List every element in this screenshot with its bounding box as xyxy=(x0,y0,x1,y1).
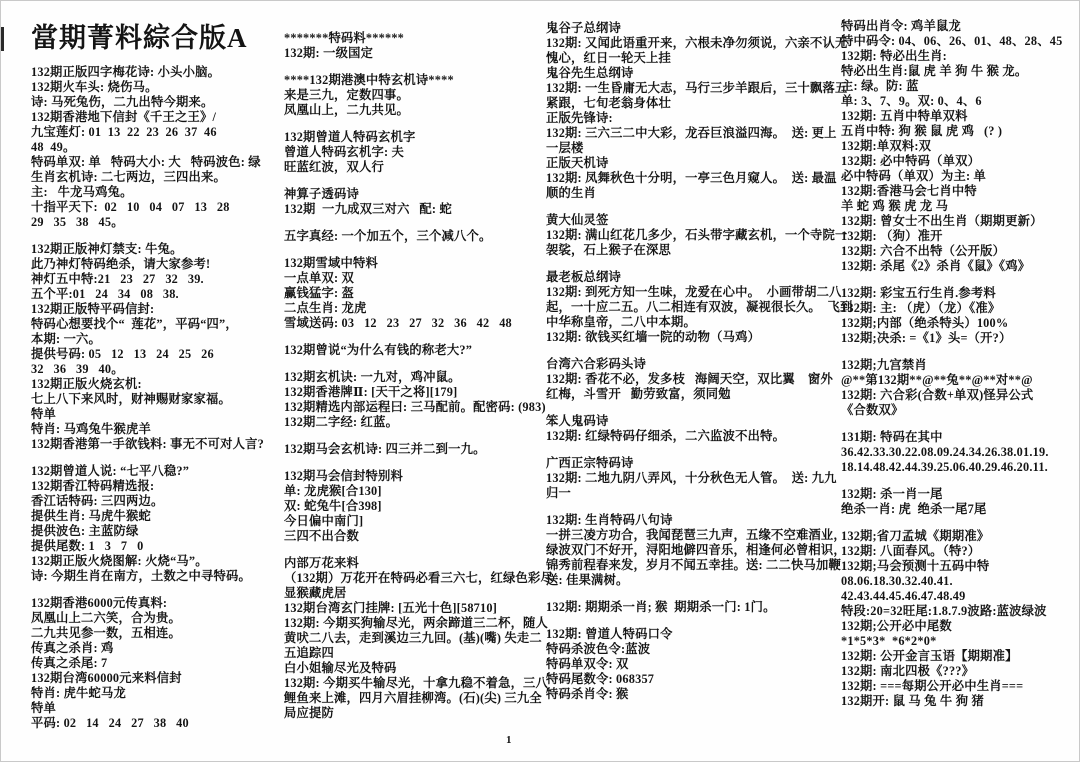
text-line: 红梅，斗雪开 勤劳致富，须同勉 xyxy=(546,387,731,401)
text-line: 一点单双: 双 xyxy=(284,271,355,285)
text-line xyxy=(31,584,271,596)
text-line: 29 35 38 45。 xyxy=(31,215,124,229)
text-line: 送: 佳果满树。 xyxy=(546,573,629,587)
text-line: 132期正版火烧玄机: xyxy=(31,377,142,391)
text-line: 132期: 六合不出特（公开版） xyxy=(841,244,1006,258)
text-line: 132期: 三六三二中大彩，龙吞巨浪溢四海。 送: 更上 xyxy=(546,126,837,140)
text-line: 神算子透码诗 xyxy=(284,187,359,201)
text-line: 特必出生肖:鼠 虎 羊 狗 牛 猴 龙。 xyxy=(841,64,1028,78)
text-line: 132期: 八面春风。（特?） xyxy=(841,544,981,558)
column-4-lines xyxy=(841,19,1076,709)
text-line: 台湾六合彩码头诗 xyxy=(546,357,646,371)
text-line: 132期: 欲钱买红墙一院的动物（马鸡） xyxy=(546,330,761,344)
text-line: 鬼谷子总纲诗 xyxy=(546,21,621,35)
text-line: 特单 xyxy=(31,701,56,715)
text-line xyxy=(841,274,1076,286)
text-line xyxy=(284,544,479,556)
text-line: 132期: 主: （虎）（龙）《准》 xyxy=(841,301,1001,315)
text-line xyxy=(284,61,479,73)
text-line: 主: 牛龙马鸡兔。 xyxy=(31,185,133,199)
text-line: 局应提防 xyxy=(284,706,334,720)
text-line: 特码单双令: 双 xyxy=(546,657,629,671)
text-line: 132期: 香花不必，发多枝 海阔天空，双比翼 窗外 xyxy=(546,372,833,386)
text-line xyxy=(546,258,836,270)
text-line: 特码杀肖令: 猴 xyxy=(546,687,629,701)
column-1 xyxy=(31,15,271,731)
text-line: 132期香港6000元传真料: xyxy=(31,596,168,610)
text-line: 132期: 特必出生肖: xyxy=(841,49,947,63)
text-line: 42.43.44.45.46.47.48.49 xyxy=(841,589,966,603)
text-line: 顺的生肖 xyxy=(546,186,596,200)
text-line: 雪域送码: 03 12 23 27 32 36 42 48 xyxy=(284,316,512,330)
text-line: 诗: 马死兔伤，二九出特今期来。 xyxy=(31,95,214,109)
text-line: 36.42.33.30.22.08.09.24.34.26.38.01.19. xyxy=(841,445,1049,459)
text-line: 特肖: 虎牛蛇马龙 xyxy=(31,686,127,700)
text-line: 132期: 彩宝五行生肖.参考料 xyxy=(841,286,996,300)
text-line xyxy=(841,517,1076,529)
text-line xyxy=(841,418,1076,430)
text-line: 132期: 到死方知一生味，龙爱在心中。 小画带胡二八 xyxy=(546,285,842,299)
text-line: 归一 xyxy=(546,486,571,500)
text-line: 132期: 生肖特码八句诗 xyxy=(546,513,673,527)
text-line: 132期正版火烧图解: 火烧“马”。 xyxy=(31,554,208,568)
column-4 xyxy=(841,19,1076,709)
text-line: 神灯五中特:21 23 27 32 39. xyxy=(31,272,204,286)
text-line: 08.06.18.30.32.40.41. xyxy=(841,574,953,588)
column-2-lines xyxy=(284,31,553,721)
text-line xyxy=(546,588,836,600)
text-line: 132期正版神灯禁支: 牛兔。 xyxy=(31,242,183,256)
text-line xyxy=(284,217,479,229)
text-line: 132期: （狗）准开 xyxy=(841,229,943,243)
text-line: 愧心，红日一轮天上挂 xyxy=(546,51,671,65)
text-line: 48 49。 xyxy=(31,140,76,154)
text-line: 132期: 必中特码（单双） xyxy=(841,154,981,168)
text-line: 中华称皇帝，二八中本期。 xyxy=(546,315,696,329)
text-line: 笨人鬼码诗 xyxy=(546,414,609,428)
text-line: 黄大仙灵签 xyxy=(546,213,609,227)
text-line: 132期台湾玄门挂牌: [五光十色][58710] xyxy=(284,601,498,615)
text-line: 来是三九，定数四事。 xyxy=(284,88,409,102)
text-line: 赢钱猛字: 盔 xyxy=(284,286,355,300)
text-line xyxy=(546,501,836,513)
text-line: @**第132期**@**兔**@**对**@ xyxy=(841,373,1033,387)
text-line: 132期:香港马会七肖中特 xyxy=(841,184,977,198)
text-line: 三四不出合数 xyxy=(284,529,359,543)
text-line: 132期: 今期买狗输尽光，两余蹄道三二杯，随人 xyxy=(284,616,549,630)
text-line: 本期: 一六。 xyxy=(31,332,102,346)
text-line: 曾道人特码玄机字: 夫 xyxy=(284,145,405,159)
text-line: 单: 3、7、9。双: 0、4、6 xyxy=(841,94,982,108)
text-line: 凤凰山上，二九共见。 xyxy=(284,103,409,117)
text-line: 单: 龙虎猴[合130] xyxy=(284,484,382,498)
text-line: 132期;公开必中尾数 xyxy=(841,619,952,633)
text-line xyxy=(284,331,479,343)
text-line: 诗: 今期生肖在南方，土数之中寻特码。 xyxy=(31,569,252,583)
text-line: 132期正版特平码信封: xyxy=(31,302,155,316)
text-line: 132期: 六合彩(合数+单双)怪异公式 xyxy=(841,388,1034,402)
text-line: 白小姐输尽光及特码 xyxy=(284,661,397,675)
text-line: 紧跟，七旬老翁身体壮 xyxy=(546,96,671,110)
text-line: 生肖玄机诗: 二七两边，三四出来。 xyxy=(31,170,227,184)
text-line: 广西正宗特码诗 xyxy=(546,456,634,470)
text-line: 132期马会信封特别料 xyxy=(284,469,404,483)
text-line: 132期正版四字梅花诗: 小头小脑。 xyxy=(31,65,221,79)
text-line: 132期曾说“为什么有钱的称老大?” xyxy=(284,343,473,357)
text-line: 132期马会玄机诗: 四三并二到一九。 xyxy=(284,442,486,456)
column-2 xyxy=(284,31,553,721)
text-line: 锦秀前程春来发，岁月不闻五幸挂。送: 二二快马加鞭 xyxy=(546,558,841,572)
text-line: 特码心想要找个“ 莲花”，平码“四”， xyxy=(31,317,238,331)
text-line: 五个平:01 24 34 08 38. xyxy=(31,287,179,301)
text-line: 32 36 39 40。 xyxy=(31,362,124,376)
text-line: 132期;内部（绝杀特头）100% xyxy=(841,316,1009,330)
text-line: 132期开: 鼠 马 兔 牛 狗 猪 xyxy=(841,694,984,708)
text-line: 旺蓝红波，双人行 xyxy=(284,160,384,174)
text-line: 132期: 杀一肖一尾 xyxy=(841,487,943,501)
text-line: 132期;马会预测十五码中特 xyxy=(841,559,990,573)
text-line: 《合数双》 xyxy=(841,403,904,417)
text-line: 必中特码（单双）为主: 单 xyxy=(841,169,987,183)
text-line: 香江话特码: 三四两边。 xyxy=(31,494,164,508)
text-line: 五字真经: 一个加五个，三个减八个。 xyxy=(284,229,492,243)
text-line: 132期雪域中特料 xyxy=(284,256,379,270)
text-line: 二九共见参一数，五相连。 xyxy=(31,626,181,640)
text-line: 特码单双: 单 特码大小: 大 特码波色: 绿 xyxy=(31,155,261,169)
text-line: 132期;决杀: =《1》头=（开?） xyxy=(841,331,1012,345)
text-line: 特单 xyxy=(31,407,56,421)
text-line: 132期香港牌Ⅱ: [天干之将][179] xyxy=(284,385,458,399)
text-line: 132期曾道人说: “七平八稳?” xyxy=(31,464,190,478)
text-line xyxy=(284,430,479,442)
text-line: *1*5*3* *6*2*0* xyxy=(841,634,937,648)
column-1-lines xyxy=(31,65,271,731)
text-line: 132期: 满山红花几多少，石头带字藏玄机，一个寺院一 xyxy=(546,228,848,242)
text-line: 正版先锋诗: xyxy=(546,111,613,125)
text-line: 起，一十应二五。八二相连有双波，凝视很长久。 飞到 xyxy=(546,300,853,314)
text-line: 132期: 曾女士不出生肖（期期更新） xyxy=(841,214,1043,228)
text-line: 七上八下来风时，财神赐财家家福。 xyxy=(31,392,231,406)
text-line: 主: 绿。防: 蓝 xyxy=(841,79,919,93)
text-line: 18.14.48.42.44.39.25.06.40.29.46.20.11. xyxy=(841,460,1048,474)
text-line: 特中码令: 04、06、26、01、48、28、45 xyxy=(841,34,1063,48)
column-3 xyxy=(546,21,853,702)
text-line: 132期: 曾道人特码口令 xyxy=(546,627,673,641)
text-line: 绝杀一肖: 虎 绝杀一尾7尾 xyxy=(841,502,987,516)
text-line: *******特码料****** xyxy=(284,31,405,45)
text-line xyxy=(546,615,836,627)
text-line xyxy=(284,118,479,130)
text-line: 132期 一九成双三对六 配: 蛇 xyxy=(284,202,452,216)
page-title: 當期菁料綜合版A xyxy=(31,23,248,53)
text-line: 内部万花来料 xyxy=(284,556,359,570)
text-line xyxy=(31,452,271,464)
text-line: 十指平天下: 02 10 04 07 13 28 xyxy=(31,200,230,214)
text-line xyxy=(841,346,1076,358)
text-line: 132期台湾60000元来料信封 xyxy=(31,671,182,685)
text-line: 特码出肖令: 鸡羊鼠龙 xyxy=(841,19,962,33)
text-line xyxy=(546,444,836,456)
text-line: 132期: 公开金言玉语【期期准】 xyxy=(841,649,1018,663)
text-line: （132期）万花开在特码必看三六七，红绿色彩尽 xyxy=(284,571,553,585)
text-line xyxy=(546,402,836,414)
text-line: 132期: 又闻此语重开来，六根未净勿须说，六亲不认无 xyxy=(546,36,848,50)
text-line: 132期: 期期杀一肖; 猴 期期杀一门: 1门。 xyxy=(546,600,776,614)
text-line: 132期;省刀孟城《期期准》 xyxy=(841,529,990,543)
text-line: 132期: 五肖中特单双料 xyxy=(841,109,968,123)
text-line: 132期: 杀尾《2》杀肖《鼠》《鸡》 xyxy=(841,259,1031,273)
text-line: 五肖中特: 狗 猴 鼠 虎 鸡 (? ) xyxy=(841,124,1003,138)
text-line: 双: 蛇兔牛[合398] xyxy=(284,499,382,513)
text-line: 特码尾数令: 068357 xyxy=(546,672,655,686)
text-line: 特肖: 马鸡兔牛猴虎羊 xyxy=(31,422,152,436)
text-line: 132期玄机诀: 一九对，鸡冲鼠。 xyxy=(284,370,461,384)
text-line: 132期: 南北四极《???》 xyxy=(841,664,975,678)
text-line xyxy=(284,175,479,187)
text-line xyxy=(31,230,271,242)
text-line: 132期火车头: 烧伤马。 xyxy=(31,80,158,94)
text-line: 传真之杀肖: 鸡 xyxy=(31,641,114,655)
column-3-lines xyxy=(546,21,853,702)
text-line: ****132期港澳中特玄机诗**** xyxy=(284,73,454,87)
text-line: 绿波双门不好开，浔阳地僻四音乐，相逢何必曾相识， xyxy=(546,543,846,557)
text-line: 鬼谷先生总纲诗 xyxy=(546,66,634,80)
text-line: 132期香港地下信封《千王之王》/ xyxy=(31,110,217,124)
text-line: 五追踪四 xyxy=(284,646,334,660)
text-line: 132期: 红绿特码仔细杀，二六监波不出特。 xyxy=(546,429,786,443)
text-line: 提供生肖: 马虎牛猴蛇 xyxy=(31,509,152,523)
text-line: 羊 蛇 鸡 猴 虎 龙 马 xyxy=(841,199,949,213)
text-line: 132期香江特码精选报: xyxy=(31,479,155,493)
text-line: 鲤鱼来上滩，四月六眉挂柳湾。(石)(尖) 三九全 xyxy=(284,691,542,705)
text-line: 提供号码: 05 12 13 24 25 26 xyxy=(31,347,214,361)
text-line: 132期: 一生昏庸无大志，马行三步羊跟后，三十飘落五 xyxy=(546,81,848,95)
text-line xyxy=(284,358,479,370)
text-line: 二点生肖: 龙虎 xyxy=(284,301,367,315)
text-line: 132期;九宫禁肖 xyxy=(841,358,927,372)
text-line: 特段:20=32旺尾:1.8.7.9波路:蓝波绿波 xyxy=(841,604,1047,618)
text-line: 传真之杀尾: 7 xyxy=(31,656,108,670)
text-line: 今日偏中南门] xyxy=(284,514,364,528)
page-number: 1 xyxy=(506,734,512,746)
text-line: 132期: 一级国定 xyxy=(284,46,374,60)
text-line: 提供波色: 主蓝防绿 xyxy=(31,524,139,538)
text-line: 132期: 今期买牛输尽光，十拿九稳不着急，三八 xyxy=(284,676,549,690)
text-line: 袈裟，石上猴子在深思 xyxy=(546,243,671,257)
text-line: 平码: 02 14 24 27 38 40 xyxy=(31,716,189,730)
text-line xyxy=(546,201,836,213)
text-line xyxy=(841,475,1076,487)
text-line: 132期:单双料:双 xyxy=(841,139,932,153)
text-line: 九宝莲灯: 01 13 22 23 26 37 46 xyxy=(31,125,217,139)
text-line xyxy=(284,244,479,256)
text-line: 正版天机诗 xyxy=(546,156,609,170)
text-line: 一拼三凌方功合，我闻琵琶三九声，五缘不空难酒业， xyxy=(546,528,846,542)
text-line: 最老板总纲诗 xyxy=(546,270,621,284)
text-line: 132期: ===每期公开必中生肖=== xyxy=(841,679,1024,693)
text-line xyxy=(546,345,836,357)
text-line: 显猴藏虎居 xyxy=(284,586,347,600)
text-line: 131期: 特码在其中 xyxy=(841,430,943,444)
text-line: 提供尾数: 1 3 7 0 xyxy=(31,539,144,553)
text-line: 132期: 二地九阴八弄风，十分秋色无人管。 送: 九九 xyxy=(546,471,837,485)
text-line: 132期精选内部运程曰: 三马配前。配密码: (983) xyxy=(284,400,546,414)
text-line: 132期香港第一手欲钱料: 事无不可对人言? xyxy=(31,437,264,451)
text-line: 132期曾道人特码玄机字 xyxy=(284,130,416,144)
text-line: 一层楼 xyxy=(546,141,584,155)
text-line: 132期二字经: 红蓝。 xyxy=(284,415,399,429)
text-line xyxy=(284,457,479,469)
text-line: 凤凰山上二六笑，合为贵。 xyxy=(31,611,181,625)
scan-edge-mark xyxy=(1,27,4,51)
text-line: 132期: 凤舞秋色十分明，一亭三色月窥人。 送: 最温 xyxy=(546,171,837,185)
text-line: 特码杀波色令:蓝波 xyxy=(546,642,651,656)
text-line: 此乃神灯特码绝杀，请大家参考! xyxy=(31,257,211,271)
text-line: 黄吠二八去，走到溪边三九回。(基)(嘴) 失走二 xyxy=(284,631,542,645)
